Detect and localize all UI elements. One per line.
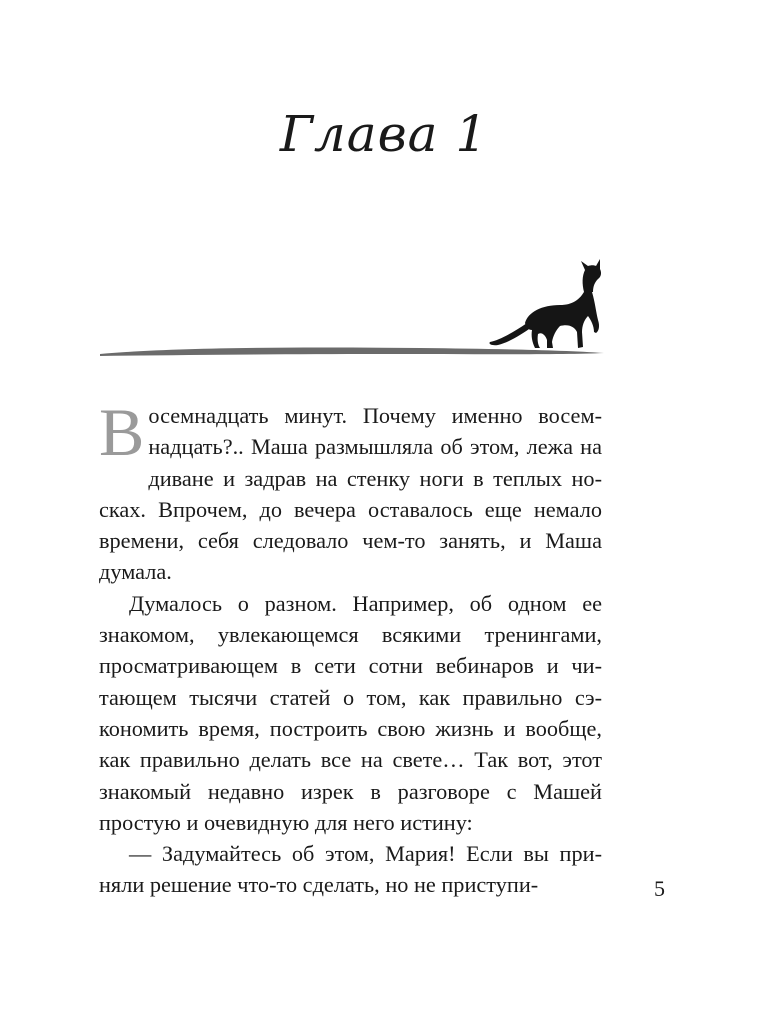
paragraph-1 bbox=[99, 394, 602, 588]
cat-icon bbox=[489, 259, 601, 348]
paragraph-2: Думалось о разном. Например, об одном ее знакомом, увлекающемся всякими тренингами, просматривающем в сети сотни вебинаров и читающем тысячи статей о том, как правильно сэкономить время, построить свою жизнь и вообще, как правильно делать все на свете… Так вот, этот знакомый недавно изрек в разговоре с Машей простую и очевидную для него истину: bbox=[99, 590, 602, 835]
chapter-text bbox=[99, 394, 602, 901]
ground-line bbox=[100, 348, 604, 356]
paragraph-1-text: осемнадцать минут. Почему именно восемнадцать?.. Маша размышляла об этом, лежа на диване и задрав на стенку ноги в теплых носках. Впрочем, до вечера оставалось еще немало времени, себя следовало чем-то занять, и Маша думала. bbox=[99, 403, 602, 585]
drop-cap: В bbox=[99, 394, 145, 470]
paragraph-3: — Задумайтесь об этом, Мария! Если вы приняли решение что-то сделать, но не приступи- bbox=[99, 841, 602, 898]
chapter-title: Глава 1 bbox=[279, 105, 489, 163]
cat-ornament bbox=[0, 250, 768, 370]
page-number: 5 bbox=[654, 876, 665, 901]
